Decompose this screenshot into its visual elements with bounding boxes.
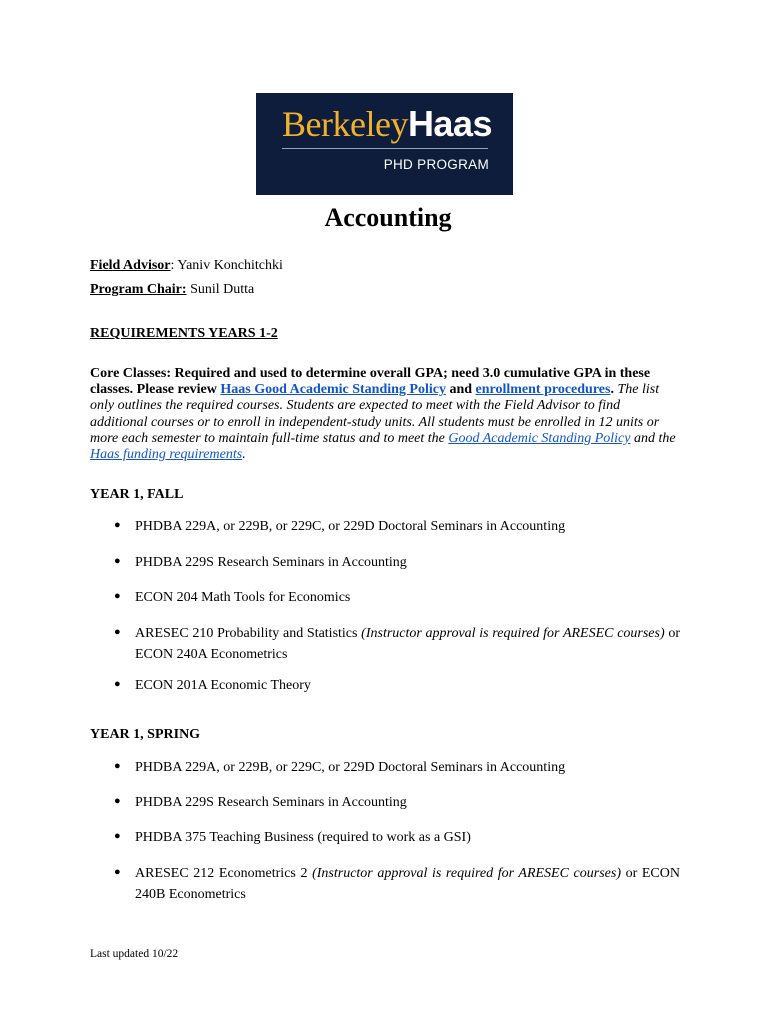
core-period: .: [610, 382, 614, 398]
field-advisor-line: [90, 258, 283, 274]
last-updated-footer: Last updated 10/22: [90, 948, 179, 960]
logo-subtitle: PHD PROGRAM: [383, 157, 489, 172]
field-advisor-value: : Yaniv Konchitchki: [170, 258, 283, 273]
bullet-icon: ●: [114, 626, 121, 638]
bullet-icon: ●: [114, 830, 121, 842]
bullet-icon: ●: [114, 555, 121, 567]
program-chair-label: Program Chair:: [90, 282, 187, 297]
logo-divider: [282, 148, 488, 149]
year1-spring-heading: YEAR 1, SPRING: [90, 727, 201, 742]
haas-funding-requirements-link[interactable]: Haas funding requirements: [90, 447, 243, 463]
bullet-icon: ●: [114, 795, 121, 807]
year1-fall-heading: YEAR 1, FALL: [90, 487, 184, 502]
logo-haas-text: Haas: [407, 103, 492, 144]
bullet-icon: ●: [114, 760, 121, 772]
bullet-icon: ●: [114, 590, 121, 602]
program-chair-line: [90, 282, 254, 298]
bullet-icon: ●: [114, 866, 121, 878]
berkeley-haas-logo: [256, 93, 513, 195]
academic-standing-policy-link[interactable]: Haas Good Academic Standing Policy: [220, 382, 446, 398]
course-text: PHDBA 229S Research Seminars in Accounting: [135, 555, 407, 570]
logo-berkeley-text: Berkeley: [282, 104, 408, 144]
course-text: ECON 204 Math Tools for Economics: [135, 590, 351, 605]
course-alternative: or ECON 240B Econometrics: [135, 866, 680, 902]
field-advisor-label: Field Advisor: [90, 258, 171, 273]
bullet-icon: ●: [114, 678, 121, 690]
course-text: ARESEC 210 Probability and Statistics: [135, 626, 362, 641]
bullet-icon: ●: [114, 519, 121, 531]
course-text: PHDBA 229S Research Seminars in Accounting: [135, 795, 407, 810]
core-italic-text: The list only outlines the required courses. Students are expected to meet with the Field Advisor to find additional courses or to enroll in independent-study units. All students must be enrolled in 12 units or more each semester to maintain full-time status and to meet the: [90, 382, 660, 446]
course-text: PHDBA 229A, or 229B, or 229C, or 229D Doctoral Seminars in Accounting: [135, 760, 566, 775]
core-and-the: and the: [630, 430, 676, 446]
core-and: and: [445, 382, 476, 398]
course-note: (Instructor approval is required for ARESEC courses): [361, 626, 665, 641]
requirements-heading: REQUIREMENTS YEARS 1-2: [90, 326, 278, 341]
course-text-multi: [135, 623, 680, 665]
logo-wordmark: [282, 103, 492, 145]
page-title: Accounting: [324, 203, 452, 232]
core-end: .: [242, 447, 246, 463]
core-classes-paragraph: [90, 366, 680, 463]
core-intro: Core Classes: Required and used to determine overall GPA; need 3.0 cumulative GPA in these classes. Please review: [90, 366, 651, 398]
enrollment-procedures-link[interactable]: enrollment procedures: [475, 382, 611, 398]
course-alternative: or ECON 240A Econometrics: [135, 626, 681, 662]
course-note: (Instructor approval is required for ARESEC courses): [312, 866, 621, 881]
good-standing-policy-link[interactable]: Good Academic Standing Policy: [448, 430, 631, 446]
course-text: PHDBA 229A, or 229B, or 229C, or 229D Doctoral Seminars in Accounting: [135, 519, 566, 534]
course-text: PHDBA 375 Teaching Business (required to work as a GSI): [135, 830, 471, 845]
program-chair-value: Sunil Dutta: [186, 282, 255, 297]
course-text: ECON 201A Economic Theory: [135, 678, 311, 693]
course-text: ARESEC 212 Econometrics 2: [135, 866, 313, 881]
course-text-multi: [135, 863, 680, 905]
